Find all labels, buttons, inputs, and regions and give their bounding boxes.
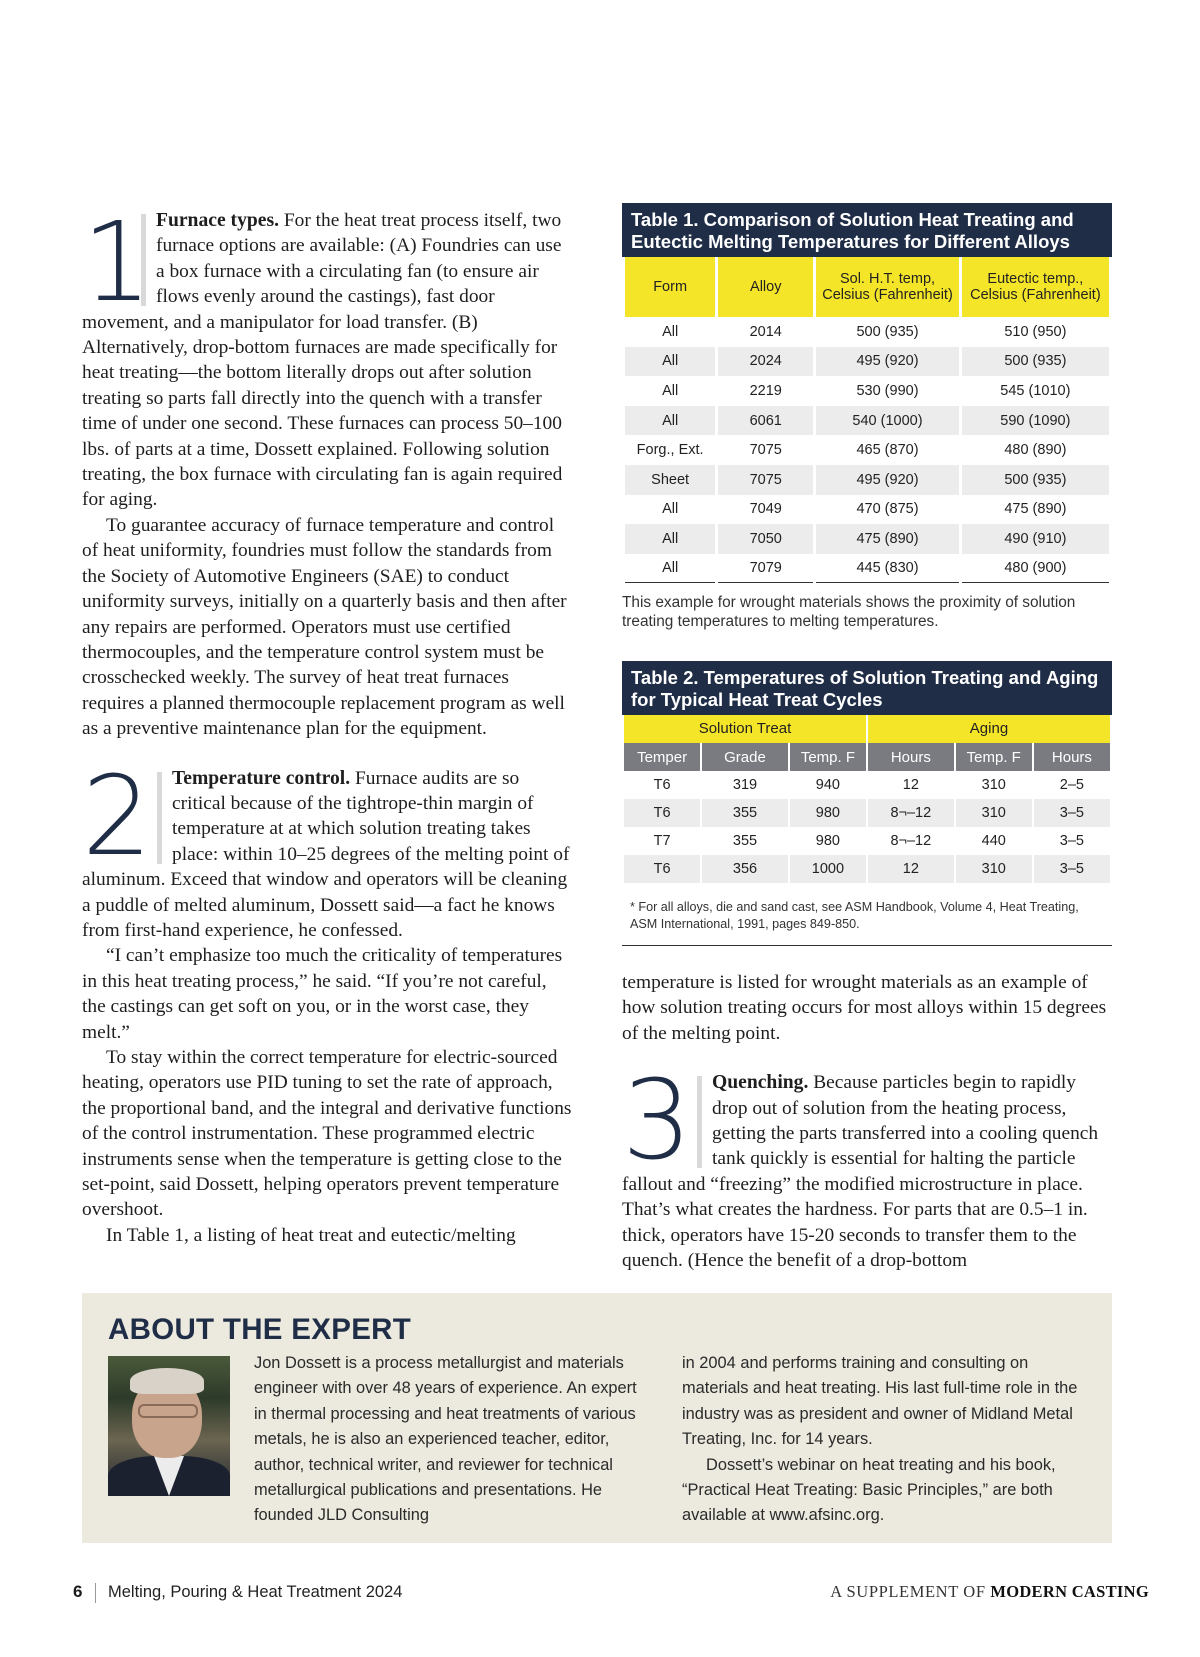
table-1-cell: 2024 bbox=[718, 347, 813, 377]
table-1-cell: 495 (920) bbox=[816, 465, 959, 495]
page-footer bbox=[73, 1582, 1149, 1606]
about-the-expert-box bbox=[82, 1293, 1112, 1543]
supplement-prefix: A SUPPLEMENT OF bbox=[830, 1582, 991, 1601]
table-2-header: Temp. F bbox=[956, 743, 1032, 771]
table-2-cell: 440 bbox=[981, 833, 1006, 849]
table-2-cell: 356 bbox=[702, 855, 788, 883]
table-2-cell: T6 bbox=[653, 777, 671, 793]
page-number: 6 bbox=[73, 1582, 83, 1601]
section-furnace-types bbox=[82, 198, 574, 742]
table-1-title: Table 1. Comparison of Solution Heat Treating and Eutectic Melting Temperatures for Different Alloys bbox=[622, 203, 1112, 257]
table-1-cell: All bbox=[662, 382, 679, 399]
table-1-cell: 7049 bbox=[749, 501, 782, 518]
table-2-cell: 310 bbox=[956, 799, 1032, 827]
table-1-row bbox=[625, 465, 1109, 495]
table-2-cell: 3–5 bbox=[1034, 855, 1110, 883]
table-2-cell: 980 bbox=[815, 833, 840, 849]
table-1-row bbox=[625, 435, 1109, 465]
table-1-cell: 465 (870) bbox=[856, 442, 919, 459]
table-1-cell: 500 (935) bbox=[962, 465, 1109, 495]
publication-title: Melting, Pouring & Heat Treatment 2024 bbox=[108, 1583, 403, 1601]
section-3-text: Because particles begin to rapidly drop out of solution from the heating process, getting the parts transferred into a cooling quench tank quickly is essential for halting the particle fallout and “freezing” the modified microstructure in place. That’s what creates the hardness. For parts that are 0.5–1 in. thick, operators have 15-20 seconds to transfer them to the quench. (Hence the benefit of a drop-bottom bbox=[622, 1072, 1099, 1272]
table-2-cell: 310 bbox=[981, 777, 1006, 793]
table-1-row bbox=[625, 554, 1109, 584]
table-1-cell: 7079 bbox=[718, 554, 813, 584]
table-2-cell: 8¬–12 bbox=[890, 833, 932, 849]
table-1-header: Alloy bbox=[718, 257, 813, 317]
table-1-row bbox=[625, 376, 1109, 406]
table-2-group-aging: Aging bbox=[868, 715, 1110, 743]
section-2-quote: “I can’t emphasize too much the criticality of temperatures in this heat treating process,” he said. “If you’re not careful, the castings can get soft on you, or in the worst case, they melt.” bbox=[82, 945, 563, 1043]
table-1-cell: 490 (910) bbox=[962, 524, 1109, 554]
section-2-text: Furnace audits are so critical because of the tightrope-thin margin of temperature at at which solution treating takes place: within 10–25 degrees of the melting point of aluminum. Exceed that window and operators will be cleaning a puddle of melted aluminum, Dossett said—a fact he knows from first-hand experience, he confessed. bbox=[82, 767, 570, 941]
table-1-grid bbox=[622, 257, 1112, 583]
table-2-cell: T6 bbox=[624, 855, 700, 883]
table-2 bbox=[622, 661, 1112, 946]
table-1-cell: 510 (950) bbox=[1004, 323, 1067, 340]
table-2-title: Table 2. Temperatures of Solution Treating and Aging for Typical Heat Treat Cycles bbox=[622, 661, 1112, 715]
footer-divider bbox=[95, 1583, 96, 1603]
table-1-cell: 7075 bbox=[718, 465, 813, 495]
supplement-label bbox=[830, 1582, 1149, 1602]
table-2-cell: 980 bbox=[790, 799, 866, 827]
table-1-cell: 475 (890) bbox=[1004, 501, 1067, 518]
table-2-group-solution: Solution Treat bbox=[624, 715, 866, 743]
table-1-cell: 500 (935) bbox=[856, 323, 919, 340]
table-2-header: Temp. F bbox=[790, 743, 866, 771]
section-1-paragraph-2: To guarantee accuracy of furnace temperature and control of heat uniformity, foundries must follow the standards from the Society of Automotive Engineers (SAE) to conduct uniformity surveys, initially on a quarterly basis and then after any repairs are performed. Operators must use certified thermocouples, and the temperature control system must be crosschecked weekly. The survey of heat treat furnaces requires a planned thermocouple replacement program as well as a preventive maintenance plan for the equipment. bbox=[82, 514, 567, 740]
table-1-row bbox=[625, 317, 1109, 347]
table-1-cell: 590 (1090) bbox=[962, 406, 1109, 436]
table-1-cell: 475 (890) bbox=[816, 524, 959, 554]
section-number-1: 1 bbox=[82, 198, 152, 326]
section-1-lead: Furnace types. bbox=[156, 210, 279, 231]
table-1-cell: 2014 bbox=[749, 323, 782, 340]
table-2-cell: 1000 bbox=[790, 855, 866, 883]
section-temperature-control bbox=[82, 751, 574, 1249]
expert-photo bbox=[108, 1356, 230, 1496]
section-1-paragraph bbox=[82, 198, 574, 513]
table-1-header: Sol. H.T. temp, Celsius (Fahrenheit) bbox=[816, 257, 959, 317]
table-2-cell: 3–5 bbox=[1059, 833, 1084, 849]
section-1-text: For the heat treat process itself, two furnace options are available: (A) Foundries can use a box furnace with a circulating fan (to ensure air flows evenly around the castings), fast door movement, and a manipulator for load transfer. (B) Alternatively, drop-bottom furnaces are made specifically for heat treating—the bottom literally drops out after solution treating so parts fall directly into the quench with a transfer time of under one second. These furnaces can process 50–100 lbs. of parts at a time, Dossett explained. Following solution treating, the box furnace with circulating fan is again required for aging. bbox=[82, 210, 563, 511]
about-paragraph: in 2004 and performs training and consulting on materials and heat treating. His last full-time role in the industry was as president and owner of Midland Metal Treating, Inc. for 14 years. bbox=[682, 1354, 1078, 1449]
table-2-cell: T6 bbox=[624, 799, 700, 827]
table-1-cell: 7075 bbox=[749, 442, 782, 459]
table-1-cell: 6061 bbox=[718, 406, 813, 436]
right-column bbox=[622, 970, 1112, 1273]
continuation-paragraph: temperature is listed for wrought materials as an example of how solution treating occurs for most alloys within 15 degrees of the melting point. bbox=[622, 972, 1107, 1044]
table-2-cell: 2–5 bbox=[1059, 777, 1084, 793]
table-2-cell: 12 bbox=[902, 777, 919, 793]
section-2-lead: Temperature control. bbox=[172, 767, 351, 789]
table-1-cell: All bbox=[662, 323, 679, 340]
table-2-row bbox=[624, 799, 1110, 827]
about-column-1: Jon Dossett is a process metallurgist and materials engineer with over 48 years of experience. An expert in thermal processing and heat treatments of various metals, he is also an experienced teacher, editor, author, technical writer, and reviewer for technical metallurgical publications and presentations. He founded JLD Consulting bbox=[254, 1354, 637, 1525]
table-2-cell: 355 bbox=[732, 833, 758, 849]
table-2-cell: 355 bbox=[702, 799, 788, 827]
left-column bbox=[82, 198, 574, 1248]
table-2-cell: 12 bbox=[868, 855, 954, 883]
table-1-cell: 470 (875) bbox=[856, 501, 919, 518]
section-2-paragraph-4: In Table 1, a listing of heat treat and eutectic/melting bbox=[106, 1224, 516, 1246]
section-number-3: 3 bbox=[622, 1076, 702, 1168]
section-3-lead: Quenching. bbox=[712, 1072, 809, 1094]
section-2-paragraph-3: To stay within the correct temperature for electric-sourced heating, operators use PID tuning to set the rate of approach, the proportional band, and the integral and derivative functions of the control instrumentation. These programmed electric instruments sense when the temperature is getting close to the set-point, said Dossett, helping operators prevent temperature overshoot. bbox=[82, 1047, 572, 1221]
table-2-row bbox=[624, 855, 1110, 883]
table-2-row bbox=[624, 827, 1110, 855]
table-1-cell: 530 (990) bbox=[856, 382, 919, 399]
table-2-cell: T7 bbox=[653, 833, 671, 849]
table-1-cell: 7050 bbox=[718, 524, 813, 554]
table-2-cell: 940 bbox=[815, 777, 840, 793]
table-1-row bbox=[625, 524, 1109, 554]
table-2-cell: 8¬–12 bbox=[868, 799, 954, 827]
table-1-cell: All bbox=[625, 554, 715, 584]
table-1-row bbox=[625, 406, 1109, 436]
about-paragraph-2: Dossett’s webinar on heat treating and his book, “Practical Heat Treating: Basic Principles,” are both available at www.afsinc.org. bbox=[682, 1455, 1056, 1525]
section-number-2: 2 bbox=[82, 772, 162, 864]
table-1-caption: This example for wrought materials shows the proximity of solution treating temperatures to melting temperatures. bbox=[622, 594, 1076, 631]
table-2-header: Grade bbox=[702, 743, 788, 771]
table-2-grid bbox=[622, 715, 1112, 883]
table-1-cell: 495 (920) bbox=[816, 347, 959, 377]
table-1 bbox=[622, 203, 1112, 631]
table-1-cell: All bbox=[625, 406, 715, 436]
table-1-header: Eutectic temp., Celsius (Fahrenheit) bbox=[962, 257, 1109, 317]
table-1-row bbox=[625, 495, 1109, 525]
about-title: ABOUT THE EXPERT bbox=[108, 1313, 412, 1346]
table-1-cell: All bbox=[625, 524, 715, 554]
table-1-cell: All bbox=[662, 501, 679, 518]
table-1-header: Form bbox=[625, 257, 715, 317]
table-1-cell: Sheet bbox=[625, 465, 715, 495]
table-2-footnote: * For all alloys, die and sand cast, see ASM Handbook, Volume 4, Heat Treating, ASM International, 1991, pages 849-850. bbox=[622, 883, 1112, 946]
table-1-cell: 480 (890) bbox=[1004, 442, 1067, 459]
magazine-name: MODERN CASTING bbox=[990, 1582, 1149, 1601]
table-2-header: Hours bbox=[1034, 743, 1110, 771]
table-1-cell: 445 (830) bbox=[816, 554, 959, 584]
table-1-cell: 545 (1010) bbox=[1000, 382, 1071, 399]
table-1-cell: 500 (935) bbox=[962, 347, 1109, 377]
table-2-cell: 310 bbox=[956, 855, 1032, 883]
section-quenching bbox=[622, 1056, 1112, 1273]
about-column-2 bbox=[682, 1351, 1082, 1529]
table-1-cell: 540 (1000) bbox=[816, 406, 959, 436]
table-2-cell: 319 bbox=[732, 777, 758, 793]
table-1-cell: All bbox=[625, 347, 715, 377]
table-1-cell: 2219 bbox=[749, 382, 782, 399]
table-1-cell: Forg., Ext. bbox=[636, 442, 704, 459]
table-1-cell: 480 (900) bbox=[962, 554, 1109, 584]
table-1-row bbox=[625, 347, 1109, 377]
table-2-header: Hours bbox=[868, 743, 954, 771]
table-2-row bbox=[624, 771, 1110, 799]
table-2-header: Temper bbox=[624, 743, 700, 771]
table-2-cell: 3–5 bbox=[1034, 799, 1110, 827]
